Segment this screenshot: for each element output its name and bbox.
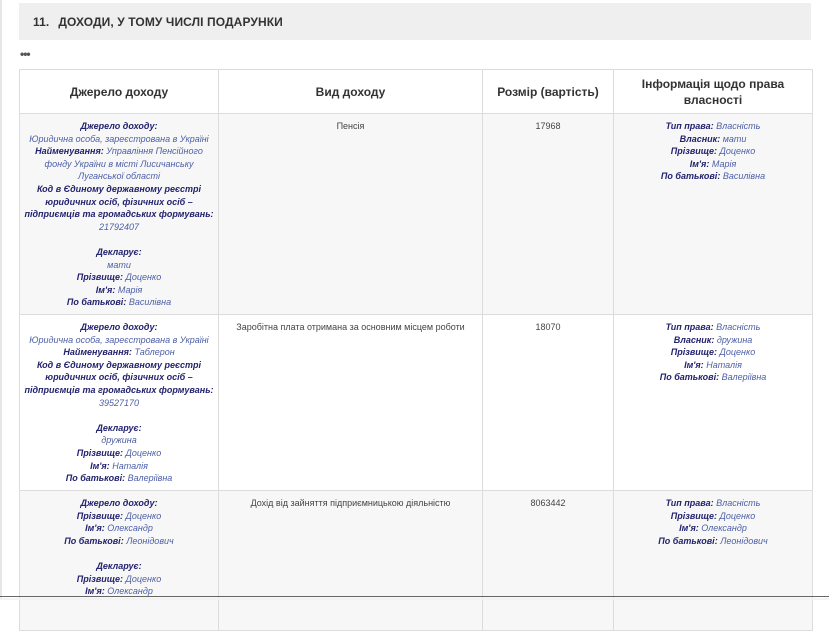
cell-amount: 18070 xyxy=(483,315,614,491)
patronymic-label: По батькові: xyxy=(660,171,721,182)
patronymic-value: Валеріївна xyxy=(127,473,173,484)
name-value: Таблерон xyxy=(134,347,175,358)
firstname-value: Наталія xyxy=(112,460,148,471)
table-row xyxy=(20,315,813,491)
code-value: 21792407 xyxy=(98,221,140,232)
header-type: Вид доходу xyxy=(219,70,483,114)
surname-label: Прізвище: xyxy=(670,146,717,157)
firstname-label: Ім'я: xyxy=(90,460,110,471)
firstname-label: Ім'я: xyxy=(689,158,710,169)
firstname-value: Наталія xyxy=(706,359,742,370)
patronymic-value: Василівна xyxy=(128,297,172,308)
surname-value: Доценко xyxy=(125,447,162,458)
right-value: Власність xyxy=(716,322,761,332)
header-ownership: Інформація щодо права власності xyxy=(614,70,813,114)
source-label: Джерело доходу: xyxy=(80,498,158,508)
code-label: Код в Єдиному державному реєстрі юридичних осіб, фізичних осіб – підприємців та громадських формувань: xyxy=(24,183,214,220)
name-line xyxy=(24,346,214,359)
surname-value: Доценко xyxy=(719,510,756,521)
more-options-button[interactable]: ••• xyxy=(20,47,30,61)
firstname-value: Олександр xyxy=(701,523,747,534)
patronymic-label: По батькові: xyxy=(65,473,126,484)
owner-label: Власник: xyxy=(679,133,721,144)
name-label: Найменування: xyxy=(35,146,104,157)
surname-label: Прізвище: xyxy=(670,347,717,358)
surname-value: Доценко xyxy=(719,146,756,157)
firstname-label: Ім'я: xyxy=(85,523,105,534)
cell-source xyxy=(20,114,219,315)
right-label: Тип права: xyxy=(665,322,714,332)
code-line xyxy=(24,359,214,409)
table-row xyxy=(20,114,813,315)
patronymic-value: Василівна xyxy=(722,171,766,182)
right-label: Тип права: xyxy=(665,121,714,131)
patronymic-label: По батькові: xyxy=(66,297,127,308)
surname-label: Прізвище: xyxy=(76,272,123,283)
name-label: Найменування: xyxy=(63,347,132,358)
surname-value: Доценко xyxy=(719,347,756,358)
patronymic-value: Валеріївна xyxy=(721,372,767,383)
firstname-value: Олександр xyxy=(107,586,153,597)
code-line xyxy=(24,183,214,233)
header-source: Джерело доходу xyxy=(20,70,219,114)
surname-label: Прізвище: xyxy=(76,447,123,458)
declarant-value: дружина xyxy=(101,435,137,446)
surname-label: Прізвище: xyxy=(76,510,123,521)
cell-type: Пенсія xyxy=(219,114,483,315)
source-label: Джерело доходу: xyxy=(80,121,158,131)
firstname-value: Олександр xyxy=(107,523,153,534)
patronymic-value: Леонідович xyxy=(720,535,768,546)
header-amount: Розмір (вартість) xyxy=(483,70,614,114)
cell-amount: 8063442 xyxy=(483,491,614,631)
surname-value: Доценко xyxy=(125,272,162,283)
cell-source xyxy=(20,315,219,491)
cell-source xyxy=(20,491,219,631)
declarant-value: мати xyxy=(107,259,131,270)
cell-type: Дохід від зайняття підприємницькою діяльністю xyxy=(219,491,483,631)
owner-label: Власник: xyxy=(673,334,715,345)
cell-amount: 17968 xyxy=(483,114,614,315)
patronymic-label: По батькові: xyxy=(659,372,720,383)
cell-ownership xyxy=(614,114,813,315)
declarant-label: Декларує: xyxy=(96,560,142,571)
patronymic-label: По батькові: xyxy=(658,535,718,546)
patronymic-value: Леонідович xyxy=(126,535,174,546)
source-value: Юридична особа, зареєстрована в Україні xyxy=(29,133,209,144)
firstname-label: Ім'я: xyxy=(684,359,704,370)
surname-label: Прізвище: xyxy=(76,573,123,584)
owner-value: дружина xyxy=(716,334,753,345)
income-table xyxy=(19,69,813,631)
source-value: Юридична особа, зареєстрована в Україні xyxy=(29,334,209,345)
firstname-label: Ім'я: xyxy=(95,284,116,295)
surname-value: Доценко xyxy=(125,573,162,584)
section-number: 11. xyxy=(33,14,50,29)
bottom-divider xyxy=(0,596,829,597)
cell-ownership xyxy=(614,315,813,491)
code-label: Код в Єдиному державному реєстрі юридичних осіб, фізичних осіб – підприємців та громадських формувань: xyxy=(24,359,214,395)
firstname-label: Ім'я: xyxy=(679,523,699,534)
declarant-label: Декларує: xyxy=(96,422,142,433)
firstname-value: Марія xyxy=(117,284,143,295)
right-label: Тип права: xyxy=(665,498,714,508)
table-header-row xyxy=(20,70,813,114)
name-value: Управління Пенсійного фонду України в місті Лисичанську Луганської області xyxy=(44,146,203,182)
right-value: Власність xyxy=(716,498,761,508)
cell-type: Заробітна плата отримана за основним місцем роботи xyxy=(219,315,483,491)
left-edge-line xyxy=(0,0,2,600)
name-line xyxy=(24,145,214,183)
section-title: ДОХОДИ, У ТОМУ ЧИСЛІ ПОДАРУНКИ xyxy=(58,14,283,29)
table-row xyxy=(20,491,813,631)
section-header xyxy=(19,3,811,40)
right-value: Власність xyxy=(716,121,761,131)
cell-ownership xyxy=(614,491,813,631)
surname-label: Прізвище: xyxy=(670,510,717,521)
firstname-label: Ім'я: xyxy=(85,586,105,597)
code-value: 39527170 xyxy=(98,397,140,408)
surname-value: Доценко xyxy=(125,510,162,521)
firstname-value: Марія xyxy=(711,158,737,169)
declarant-label: Декларує: xyxy=(96,246,142,257)
source-label: Джерело доходу: xyxy=(80,322,158,332)
patronymic-label: По батькові: xyxy=(64,535,124,546)
owner-value: мати xyxy=(722,133,747,144)
